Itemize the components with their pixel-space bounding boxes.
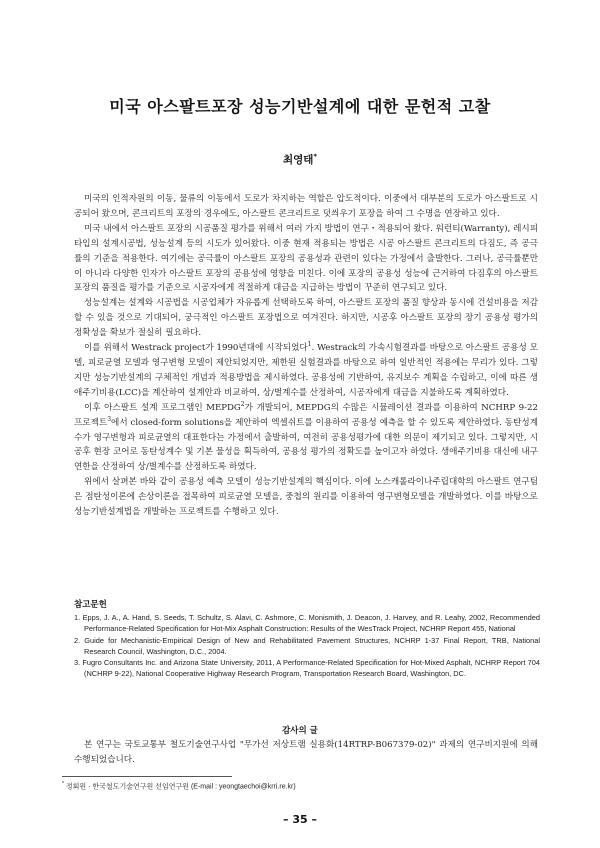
body-paragraph: 이를 위해서 Westrack project가 1990년대에 시작되었다$^1$. Westrack의 가속시험결과를 바탕으로 아스팔트 공용성 모델, 피로균열 모델과 영구변형 모델이 제안되었지만, 제한된 실험결과를 바탕으로 하여 일반적인 적용에는 무리가 있다. 그렇지만 성능기반설계의 구체적인 개념과 적용방법을 제시하였다. 공용성에 기반하여, 유지보수 계획을 수립하고, 이에 따른 생애주기비용(LCC)을 계산하여 설계안과 비교하여, 상/벌계수를 산정하여, 시공자에게 대금을 지불하도록 계획하였다. [74, 341, 538, 398]
acknowledgment-heading: 감사의 글 [282, 726, 318, 736]
reference-item: 3. Fugro Consultants Inc. and Arizona State University, 2011, A Performance-Related Specification for Hot-Mixed Asphalt, NCHRP Report 704 (NCHRP 9-22), National Cooperative Highway Research Program, Transportation Research Board, Washington, DC. [74, 658, 540, 679]
body-paragraph: 이후 아스팔트 설계 프로그램인 MEPDG$^2$가 개발되어, MEPDG의 수많은 시뮬레이션 결과를 이용하여 NCHRP 9-22 프로젝트$^3$에서 closed-form solutions을 제안하여 엑셀쉬트를 이용하여 공용성 예측을 할 수 있도록 제안하였다. 동탄성계수가 영구변형과 피로균열의 대표한다는 가정에서 출발하여, 여전히 공용성평가에 대한 의문이 제기되고 있다. 그렇지만, 시공후 현장 코어로 동탄성계수 및 기본 물성을 획득하여, 공용성 평가의 정확도를 높이고자 하였다. 생애주기비용 대신에 내구연한을 산정하여 상/벌계수를 산정하도록 하였다. [74, 400, 538, 473]
body-paragraph: 미국의 인적자원의 이동, 물류의 이동에서 도로가 차지하는 역할은 압도적이다. 이중에서 대부분의 도로가 아스팔트로 시공되어 왔으며, 콘크리트의 포장의 경우에도, 아스팔트 콘크리트로 덧씌우기 포장을 하여 그 수명을 연장하고 있다. [74, 194, 538, 219]
reference-item: 2. Guide for Mechanistic-Empirical Design of New and Rehabilitated Pavement Structures, NCHRP 1-37 Final Report, TRB, National Research Council, Washington, D.C., 2004. [74, 635, 540, 656]
acknowledgment-text: 본 연구는 국토교통부 철도기술연구사업 "무가선 저상트램 실용화(14RTRP-B067379-02)" 과제의 연구비지원에 의해 수행되었습니다. [74, 740, 538, 765]
paper-title: 미국 아스팔트포장 성능기반설계에 대한 문헌적 고찰 [109, 97, 491, 116]
author-name-text: 최영태 [282, 154, 314, 166]
author-name [0, 152, 600, 167]
references-list [74, 612, 540, 680]
citation-mark: 1 [307, 341, 312, 349]
references-heading: 참고문헌 [74, 600, 107, 610]
reference-item: 1. Epps, J. A., A. Hand, S. Seeds, T. Schultz, S. Alavi, C. Ashmore, C. Monismith, J. Deacon, J. Harvey, and R. Leahy, 2002, Recommended Performance-Related Specification for Hot-Mix Asphalt Construction: Results of the WesTrack Project, NCHRP Report 455, National [74, 613, 540, 634]
body-paragraph: 위에서 살펴본 바와 같이 공용성 예측 모델이 성능기반설계의 핵심이다. 이에 노스캐롤라이나주립대학의 아스팔트 연구팀은 점탄성이론에 손상이론을 접목하여 피로균열 모델을, 중첩의 원리를 이용하여 영구변형모델을 개발하였다. 이를 바탕으로 성능기반설계법을 개발하는 프로젝트를 수행하고 있다. [74, 477, 538, 518]
page-number: – 35 – [283, 813, 317, 826]
footnote-text: 정회원 · 한국철도기술연구원 선임연구원 (E-mail : yeongtaechoi@krri.re.kr) [65, 783, 296, 791]
citation-mark: 3 [107, 415, 112, 423]
body-paragraph: 성능설계는 설계와 시공법을 시공업체가 자유롭게 선택하도록 하여, 아스팔트 포장의 품질 향상과 동시에 건설비용을 저감할 수 있을 것으로 기대되어, 궁극적인 아스팔트 포장법으로 여겨진다. 하지만, 시공후 아스팔트 포장의 장기 공용성 평가의 정확성을 확보가 절실히 필요하다. [74, 298, 538, 339]
body-paragraph: 미국 내에서 아스팔트 포장의 시공품질 평가를 위해서 여러 가지 방법이 연구・적용되어 왔다. 워런티(Warranty), 레시피 타입의 설계시공법, 성능설계 등의 시도가 있어왔다. 이중 현재 적용되는 방법은 시공 아스팔트 콘크리트의 다짐도, 즉 공극률의 기준을 적용한다. 여기에는 공극률이 아스팔트 포장의 공용성과 관련이 있다는 가정에서 출발한다. 그러나, 공극률뿐만이 아니라 다양한 인자가 아스팔트 포장의 공용성에 영향을 미친다. 이에 포장의 공용성 성능에 근거하여 다짐후의 아스팔트 포장의 품질을 평가를 기준으로 시공자에게 적절하게 대금을 지급하는 방법이 꾸준히 연구되고 있다. [74, 223, 538, 294]
citation-mark: 2 [240, 400, 245, 408]
footnote-divider [62, 776, 232, 777]
footnote-mark: * [62, 781, 64, 787]
author-footnote-mark: * [313, 152, 318, 161]
body-text [74, 192, 538, 520]
footnote [62, 781, 296, 791]
